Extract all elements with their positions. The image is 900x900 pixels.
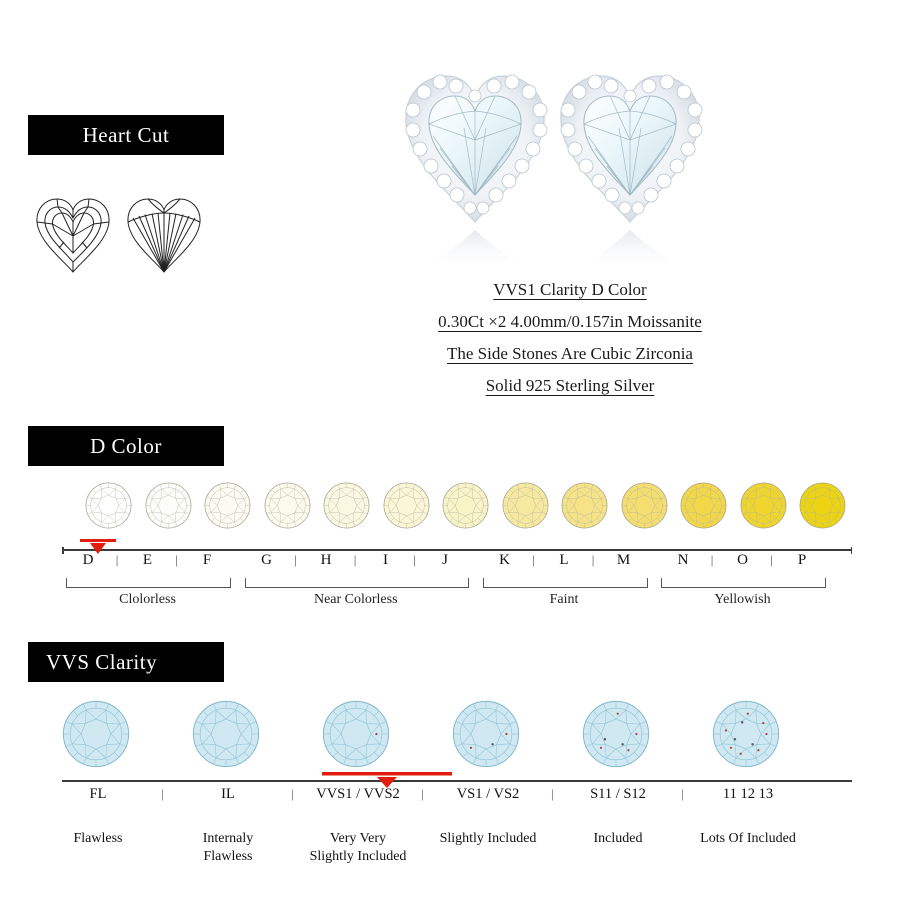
clarity-grade-description: Slightly Included bbox=[439, 831, 537, 846]
round-gem-icon bbox=[621, 482, 668, 534]
clarity-grade-label: 11 12 13 bbox=[722, 786, 774, 802]
round-gem-icon bbox=[204, 482, 251, 534]
color-grade-letters bbox=[62, 552, 852, 576]
color-grade-letter: K bbox=[499, 552, 510, 568]
color-scale-gems bbox=[70, 482, 840, 542]
product-description bbox=[360, 280, 780, 408]
color-grade-letter: P bbox=[797, 552, 807, 568]
clarity-grade-labels bbox=[62, 786, 852, 808]
grade-separator: | bbox=[175, 552, 178, 567]
color-grade-groups bbox=[62, 578, 852, 618]
clarity-grade-label: FL bbox=[89, 786, 107, 802]
clarity-grade-descriptions bbox=[50, 830, 870, 880]
round-gem-icon bbox=[145, 482, 192, 534]
round-gem-icon bbox=[582, 700, 650, 773]
color-grade-letter: L bbox=[559, 552, 569, 568]
grade-separator: | bbox=[681, 786, 684, 801]
description-line: VVS1 Clarity D Color bbox=[493, 280, 647, 299]
color-group-bracket bbox=[483, 578, 648, 588]
round-gem-icon bbox=[561, 482, 608, 534]
heart-gem-outline-icon bbox=[125, 196, 203, 279]
description-line: Solid 925 Sterling Silver bbox=[485, 376, 655, 395]
color-group-bracket bbox=[661, 578, 826, 588]
color-group-bracket bbox=[245, 578, 470, 588]
clarity-grade-label: VS1 / VS2 bbox=[456, 786, 520, 802]
grade-separator: | bbox=[421, 786, 424, 801]
color-grade-letter: G bbox=[261, 552, 272, 568]
color-grade-letter: D bbox=[82, 552, 94, 568]
section-label-vvs-clarity-text: VVS Clarity bbox=[46, 649, 158, 674]
round-gem-icon bbox=[452, 700, 520, 773]
color-group-label: Faint bbox=[549, 592, 579, 607]
grade-separator: | bbox=[413, 552, 416, 567]
description-line: 0.30Ct ×2 4.00mm/0.157in Moissanite bbox=[438, 312, 702, 331]
clarity-scale-axis bbox=[62, 778, 852, 782]
grade-separator: | bbox=[591, 552, 595, 567]
grade-separator: | bbox=[551, 786, 554, 801]
grade-separator: | bbox=[532, 552, 535, 567]
grade-separator: | bbox=[770, 552, 773, 567]
heart-halo-stud-earrings-image bbox=[380, 60, 720, 275]
axis-line bbox=[62, 549, 852, 551]
clarity-grade-description: Very Very Slightly Included bbox=[309, 831, 407, 864]
clarity-scale-gems bbox=[60, 700, 850, 772]
round-gem-icon bbox=[62, 700, 130, 773]
color-grade-letter: N bbox=[677, 552, 689, 568]
color-grade-letter: F bbox=[202, 552, 212, 568]
round-gem-icon bbox=[799, 482, 846, 534]
round-gem-icon bbox=[740, 482, 787, 534]
color-group-label: Near Colorless bbox=[313, 592, 398, 607]
section-label-vvs-clarity bbox=[28, 642, 224, 682]
round-gem-icon bbox=[323, 482, 370, 534]
clarity-grade-description: Flawless bbox=[73, 831, 123, 846]
color-grade-letter: O bbox=[737, 552, 748, 568]
clarity-grade-description: Internaly Flawless bbox=[202, 831, 254, 864]
round-gem-icon bbox=[442, 482, 489, 534]
clarity-grade-label: S11 / S12 bbox=[590, 786, 646, 802]
grade-separator: | bbox=[294, 552, 297, 567]
round-gem-icon bbox=[322, 700, 390, 773]
grade-separator: | bbox=[710, 552, 714, 567]
color-grade-letter: E bbox=[142, 552, 153, 568]
clarity-grade-label: VVS1 / VVS2 bbox=[316, 786, 400, 802]
grade-separator: | bbox=[115, 552, 119, 567]
color-grade-letter: M bbox=[616, 552, 631, 568]
color-group-bracket bbox=[66, 578, 231, 588]
round-gem-icon bbox=[502, 482, 549, 534]
clarity-grade-description: Included bbox=[593, 831, 643, 846]
section-label-d-color-text: D Color bbox=[90, 433, 162, 458]
grade-separator: | bbox=[353, 552, 357, 567]
grade-separator: | bbox=[161, 786, 164, 801]
section-label-heart-cut-text: Heart Cut bbox=[82, 122, 170, 147]
round-gem-icon bbox=[264, 482, 311, 534]
round-gem-icon bbox=[192, 700, 260, 773]
grade-separator: | bbox=[291, 786, 294, 801]
round-gem-icon bbox=[712, 700, 780, 773]
section-label-d-color bbox=[28, 426, 224, 466]
axis-line bbox=[62, 780, 852, 782]
description-line: The Side Stones Are Cubic Zirconia bbox=[447, 344, 693, 363]
round-gem-icon bbox=[680, 482, 727, 534]
clarity-grade-description: Lots Of Included bbox=[700, 831, 796, 846]
color-grade-letter: J bbox=[442, 552, 448, 568]
clarity-grade-label: IL bbox=[221, 786, 235, 802]
color-group-label: Clolorless bbox=[119, 592, 176, 607]
section-label-heart-cut bbox=[28, 115, 224, 155]
round-gem-icon bbox=[85, 482, 132, 534]
heart-gem-outline-icon bbox=[33, 196, 113, 279]
color-group-label: Yellowish bbox=[714, 592, 771, 607]
color-grade-letter: H bbox=[320, 552, 332, 568]
color-grade-letter: I bbox=[383, 552, 388, 568]
round-gem-icon bbox=[383, 482, 430, 534]
